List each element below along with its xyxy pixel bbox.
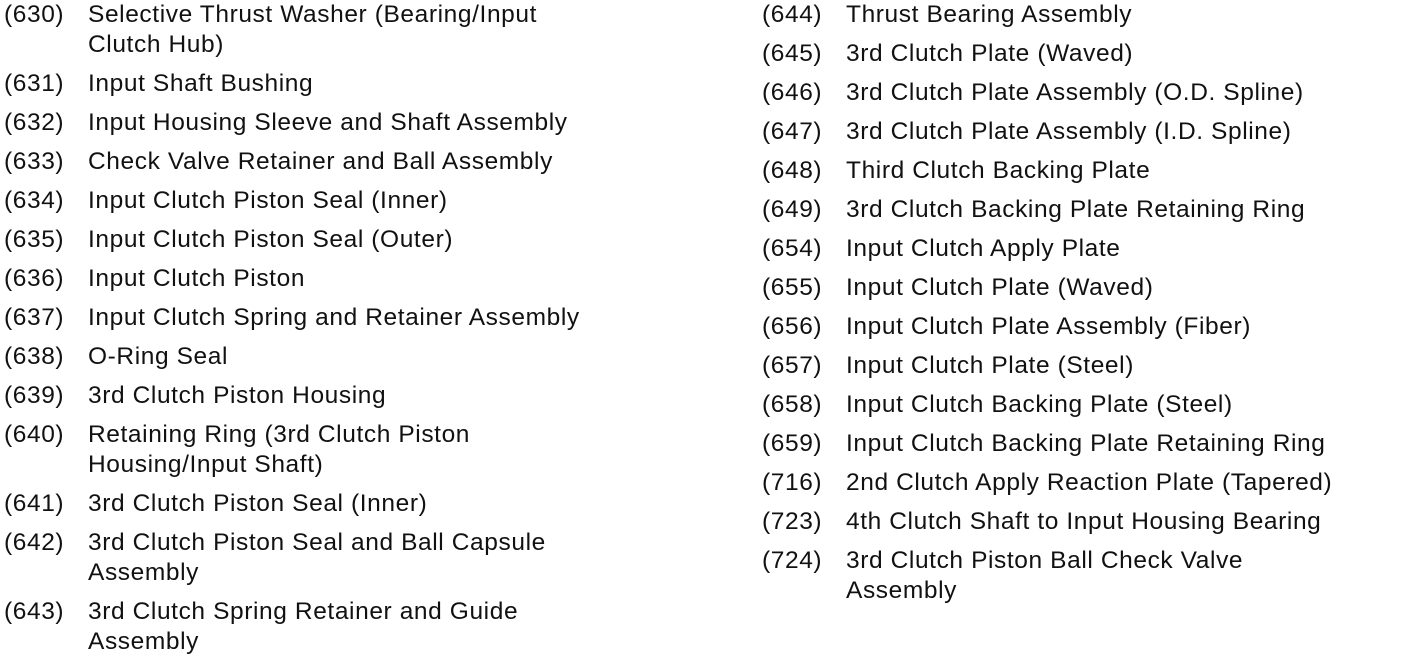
part-list-item <box>762 273 1402 303</box>
part-number: (638) <box>4 343 65 370</box>
part-name: 3rd Clutch Plate Assembly (O.D. Spline) <box>846 79 1304 106</box>
part-name: 3rd Clutch Piston Seal and Ball Capsule Assembly <box>88 529 546 586</box>
part-list-item <box>762 156 1402 186</box>
part-name: Retaining Ring (3rd Clutch Piston Housing/Input Shaft) <box>88 421 471 478</box>
part-number: (645) <box>762 40 823 67</box>
part-list-item <box>4 108 704 138</box>
part-number: (630) <box>4 1 65 28</box>
part-list-item <box>762 507 1402 537</box>
part-number: (647) <box>762 118 823 145</box>
part-list-item <box>762 351 1402 381</box>
part-list-item <box>762 195 1402 225</box>
part-number: (636) <box>4 265 65 292</box>
part-number: (646) <box>762 79 823 106</box>
part-number: (648) <box>762 157 823 184</box>
part-list-item <box>762 117 1402 147</box>
part-name: Input Clutch Spring and Retainer Assembly <box>88 304 580 331</box>
part-list-item <box>4 420 704 480</box>
part-name: 4th Clutch Shaft to Input Housing Bearing <box>846 508 1322 535</box>
part-list-item <box>762 546 1402 606</box>
part-name: 3rd Clutch Spring Retainer and Guide Assembly <box>88 598 519 655</box>
part-name: Input Clutch Plate (Waved) <box>846 274 1154 301</box>
parts-list-right-column <box>762 0 1402 615</box>
part-number: (632) <box>4 109 65 136</box>
part-number: (633) <box>4 148 65 175</box>
part-list-item <box>762 312 1402 342</box>
part-list-item <box>4 597 704 657</box>
part-number: (656) <box>762 313 823 340</box>
part-number: (637) <box>4 304 65 331</box>
part-name: 3rd Clutch Plate (Waved) <box>846 40 1134 67</box>
part-name: 3rd Clutch Piston Housing <box>88 382 387 409</box>
part-list-item <box>762 234 1402 264</box>
part-list-item <box>762 429 1402 459</box>
part-name: Thrust Bearing Assembly <box>846 1 1133 28</box>
part-list-item <box>4 147 704 177</box>
part-name: Input Clutch Backing Plate Retaining Ring <box>846 430 1326 457</box>
part-list-item <box>4 69 704 99</box>
part-name: Input Housing Sleeve and Shaft Assembly <box>88 109 568 136</box>
part-list-item <box>4 186 704 216</box>
part-list-item <box>762 39 1402 69</box>
part-list-item <box>4 225 704 255</box>
part-name: Input Shaft Bushing <box>88 70 314 97</box>
part-number: (723) <box>762 508 823 535</box>
part-name: 3rd Clutch Backing Plate Retaining Ring <box>846 196 1306 223</box>
part-name: Input Clutch Backing Plate (Steel) <box>846 391 1233 418</box>
part-number: (655) <box>762 274 823 301</box>
parts-list-left-column <box>4 0 704 666</box>
part-number: (631) <box>4 70 65 97</box>
part-list-item <box>4 264 704 294</box>
part-number: (716) <box>762 469 823 496</box>
part-name: Selective Thrust Washer (Bearing/Input Clutch Hub) <box>88 1 538 58</box>
part-list-item <box>762 390 1402 420</box>
part-name: Third Clutch Backing Plate <box>846 157 1151 184</box>
part-number: (634) <box>4 187 65 214</box>
part-list-item <box>762 468 1402 498</box>
part-number: (657) <box>762 352 823 379</box>
part-list-item <box>4 489 704 519</box>
part-list-item <box>4 0 704 60</box>
part-number: (658) <box>762 391 823 418</box>
part-name: Input Clutch Piston Seal (Outer) <box>88 226 454 253</box>
part-list-item <box>762 0 1402 30</box>
part-name: Input Clutch Apply Plate <box>846 235 1121 262</box>
part-list-item <box>4 303 704 333</box>
part-name: 3rd Clutch Piston Seal (Inner) <box>88 490 428 517</box>
part-number: (635) <box>4 226 65 253</box>
part-name: Input Clutch Plate (Steel) <box>846 352 1134 379</box>
part-number: (640) <box>4 421 65 448</box>
part-number: (642) <box>4 529 65 556</box>
part-name: 2nd Clutch Apply Reaction Plate (Tapered) <box>846 469 1333 496</box>
part-list-item <box>4 528 704 588</box>
part-number: (649) <box>762 196 823 223</box>
part-number: (641) <box>4 490 65 517</box>
part-list-item <box>4 381 704 411</box>
part-list-item <box>762 78 1402 108</box>
part-name: 3rd Clutch Piston Ball Check Valve Assembly <box>846 547 1244 604</box>
part-number: (644) <box>762 1 823 28</box>
part-number: (639) <box>4 382 65 409</box>
part-name: Check Valve Retainer and Ball Assembly <box>88 148 553 175</box>
part-number: (724) <box>762 547 823 574</box>
part-number: (643) <box>4 598 65 625</box>
part-name: 3rd Clutch Plate Assembly (I.D. Spline) <box>846 118 1292 145</box>
part-name: O-Ring Seal <box>88 343 229 370</box>
part-list-item <box>4 342 704 372</box>
part-name: Input Clutch Piston Seal (Inner) <box>88 187 448 214</box>
part-name: Input Clutch Plate Assembly (Fiber) <box>846 313 1251 340</box>
part-number: (654) <box>762 235 823 262</box>
part-name: Input Clutch Piston <box>88 265 306 292</box>
part-number: (659) <box>762 430 823 457</box>
